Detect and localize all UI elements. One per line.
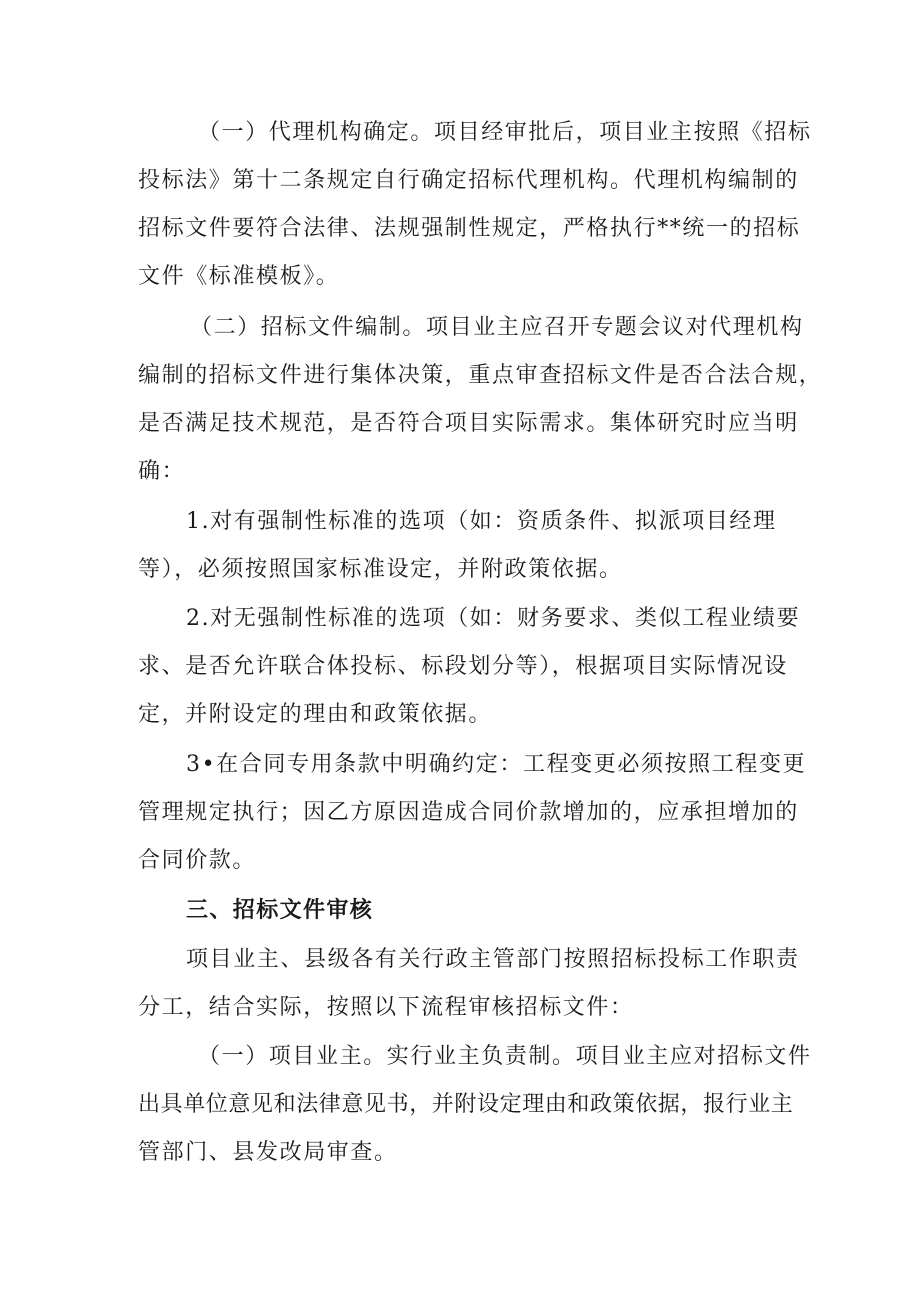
paragraph-line: 招标文件要符合法律、法规强制性规定，严格执行**统一的招标 <box>138 216 801 241</box>
paragraph-line: 编制的招标文件进行集体决策，重点审查招标文件是否合法合规， <box>138 363 823 388</box>
paragraph-line: （一）代理机构确定。项目经审批后，项目业主按照《招标 <box>198 120 812 145</box>
paragraph-line: （一）项目业主。实行业主负责制。项目业主应对招标文件 <box>198 1044 812 1069</box>
list-item-line: 等），必须按照国家标准设定，并附政策依据。 <box>138 557 623 582</box>
paragraph-line: 分工，结合实际，按照以下流程审核招标文件： <box>138 995 634 1020</box>
list-item-line: 管理规定执行；因乙方原因造成合同价款增加的，应承担增加的 <box>138 800 799 825</box>
section-heading: 三、招标文件审核 <box>186 898 374 923</box>
list-item-line: 1.对有强制性标准的选项（如：资质条件、拟派项目经理 <box>186 509 777 534</box>
paragraph-line: 项目业主、县级各有关行政主管部门按照招标投标工作职责 <box>186 947 800 972</box>
list-item-line: 合同价款。 <box>138 848 257 873</box>
paragraph-line: 投标法》第十二条规定自行确定招标代理机构。代理机构编制的 <box>138 168 799 193</box>
list-item-line: 3•在合同专用条款中明确约定：工程变更必须按照工程变更 <box>186 752 807 777</box>
paragraph-line: 文件《标准模板》。 <box>138 264 340 289</box>
paragraph-line: （二）招标文件编制。项目业主应召开专题会议对代理机构 <box>190 315 804 340</box>
paragraph-line: 确： <box>138 459 186 484</box>
list-item-line: 定，并附设定的理由和政策依据。 <box>138 702 493 727</box>
paragraph-line: 是否满足技术规范，是否符合项目实际需求。集体研究时应当明 <box>138 411 799 436</box>
paragraph-line: 出具单位意见和法律意见书，并附设定理由和政策依据，报行业主 <box>138 1092 794 1117</box>
paragraph-line: 管部门、县发改局审查。 <box>138 1140 398 1165</box>
list-item-line: 2.对无强制性标准的选项（如：财务要求、类似工程业绩要 <box>186 606 801 631</box>
list-item-line: 求、是否允许联合体投标、标段划分等），根据项目实际情况设 <box>138 654 788 679</box>
